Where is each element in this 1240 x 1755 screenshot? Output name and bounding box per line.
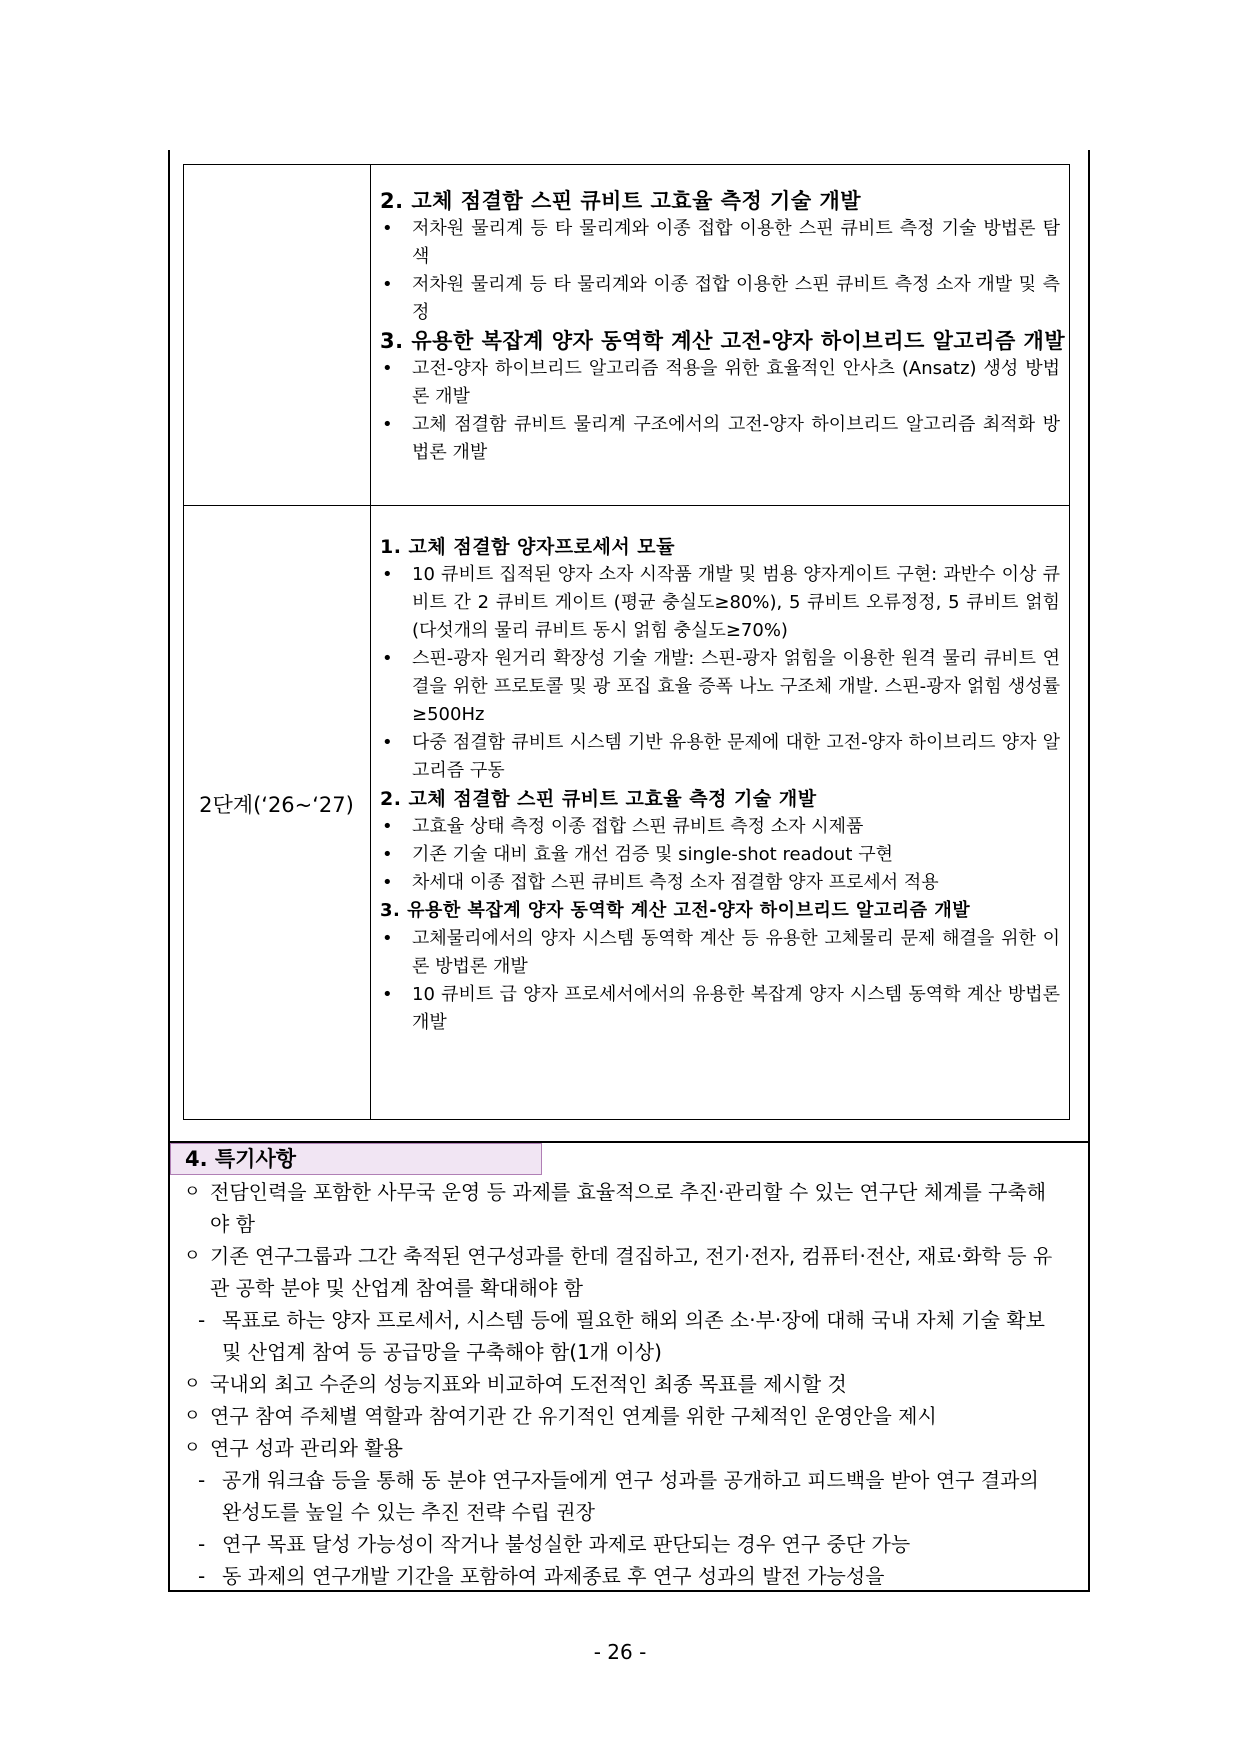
list-item: • 다중 점결함 큐비트 시스템 기반 유용한 문제에 대한 고전-양자 하이브리드 양자 알고리즘 구동 xyxy=(382,732,1060,781)
note-subitem: - 동 과제의 연구개발 기간을 포함하여 과제종료 후 연구 성과의 발전 가능성을 xyxy=(198,1564,885,1588)
stage1-content xyxy=(380,187,1066,467)
note-item: ㅇ 연구 참여 주체별 역할과 참여기관 간 유기적인 연계를 위한 구체적인 운영안을 제시 xyxy=(184,1404,937,1428)
list-item: • 고체 점결함 큐비트 물리계 구조에서의 고전-양자 하이브리드 알고리즘 최적화 방법론 개발 xyxy=(382,414,1060,463)
stage-label: 2단계(‘26~‘27) xyxy=(199,793,354,817)
list-item: • 10 큐비트 급 양자 프로세서에서의 유용한 복잡계 양자 시스템 동역학 계산 방법론 개발 xyxy=(382,984,1060,1033)
note-item: ㅇ 전담인력을 포함한 사무국 운영 등 과제를 효율적으로 추진·관리할 수 있는 연구단 체계를 구축해야 함 xyxy=(184,1180,1047,1236)
list-item: • 스핀-광자 원거리 확장성 기술 개발: 스핀-광자 얽힘을 이용한 원격 물리 큐비트 연결을 위한 프로토콜 및 광 포집 효율 증폭 나노 구조체 개발. 스핀-광자 얽힘 생성률≥500Hz xyxy=(382,648,1060,725)
note-item: ㅇ 국내외 최고 수준의 성능지표와 비교하여 도전적인 최종 목표를 제시할 것 xyxy=(184,1372,847,1396)
section-heading: 2. 고체 점결함 스핀 큐비트 고효율 측정 기술 개발 xyxy=(380,788,817,810)
note-subitem: - 공개 워크숍 등을 통해 동 분야 연구자들에게 연구 성과를 공개하고 피드백을 받아 연구 결과의 완성도를 높일 수 있는 추진 전략 수립 권장 xyxy=(198,1468,1039,1524)
section-heading: 3. 유용한 복잡계 양자 동역학 계산 고전-양자 하이브리드 알고리즘 개발 xyxy=(380,900,971,921)
notes-title: 4. 특기사항 xyxy=(170,1143,542,1175)
list-item: • 고효율 상태 측정 이종 접합 스핀 큐비트 측정 소자 시제품 xyxy=(382,816,864,837)
list-item: • 저차원 물리계 등 타 물리계와 이종 접합 이용한 스핀 큐비트 측정 기술 방법론 탐색 xyxy=(382,218,1060,267)
page-number: - 26 - xyxy=(593,1640,647,1664)
list-item: • 10 큐비트 집적된 양자 소자 시작품 개발 및 범용 양자게이트 구현: 과반수 이상 큐비트 간 2 큐비트 게이트 (평균 충실도≥80%), 5 큐비트 오류정정, 5 큐비트 얽힘 (다섯개의 물리 큐비트 동시 얽힘 충실도≥70%) xyxy=(382,564,1060,641)
section-heading: 2. 고체 점결함 스핀 큐비트 고효율 측정 기술 개발 xyxy=(380,189,862,213)
list-item: • 기존 기술 대비 효율 개선 검증 및 single-shot readout 구현 xyxy=(382,844,893,865)
table-row-divider xyxy=(183,505,1070,506)
list-item: • 저차원 물리계 등 타 물리계와 이종 접합 이용한 스핀 큐비트 측정 소자 개발 및 측정 xyxy=(382,274,1060,323)
section-heading: 1. 고체 점결함 양자프로세서 모듈 xyxy=(380,536,675,558)
table-column-divider xyxy=(370,164,371,1120)
list-item: • 고체물리에서의 양자 시스템 동역학 계산 등 유용한 고체물리 문제 해결을 위한 이론 방법론 개발 xyxy=(382,928,1060,977)
note-subitem: - 목표로 하는 양자 프로세서, 시스템 등에 필요한 해외 의존 소·부·장에 대해 국내 자체 기술 확보 및 산업계 참여 등 공급망을 구축해야 함(1개 이상) xyxy=(198,1308,1045,1364)
stage2-content xyxy=(380,533,1060,1037)
notes-list xyxy=(184,1176,1064,1592)
note-item: ㅇ 연구 성과 관리와 활용 xyxy=(184,1436,403,1460)
list-item: • 고전-양자 하이브리드 알고리즘 적용을 위한 효율적인 안사츠 (Ansatz) 생성 방법론 개발 xyxy=(382,358,1060,407)
note-subitem: - 연구 목표 달성 가능성이 작거나 불성실한 과제로 판단되는 경우 연구 중단 가능 xyxy=(198,1532,911,1556)
list-item: • 차세대 이종 접합 스핀 큐비트 측정 소자 점결함 양자 프로세서 적용 xyxy=(382,872,939,893)
note-item: ㅇ 기존 연구그룹과 그간 축적된 연구성과를 한데 결집하고, 전기·전자, 컴퓨터·전산, 재료·화학 등 유관 공학 분야 및 산업계 참여를 확대해야 함 xyxy=(184,1244,1053,1300)
section-heading: 3. 유용한 복잡계 양자 동역학 계산 고전-양자 하이브리드 알고리즘 개발 xyxy=(380,329,1066,353)
